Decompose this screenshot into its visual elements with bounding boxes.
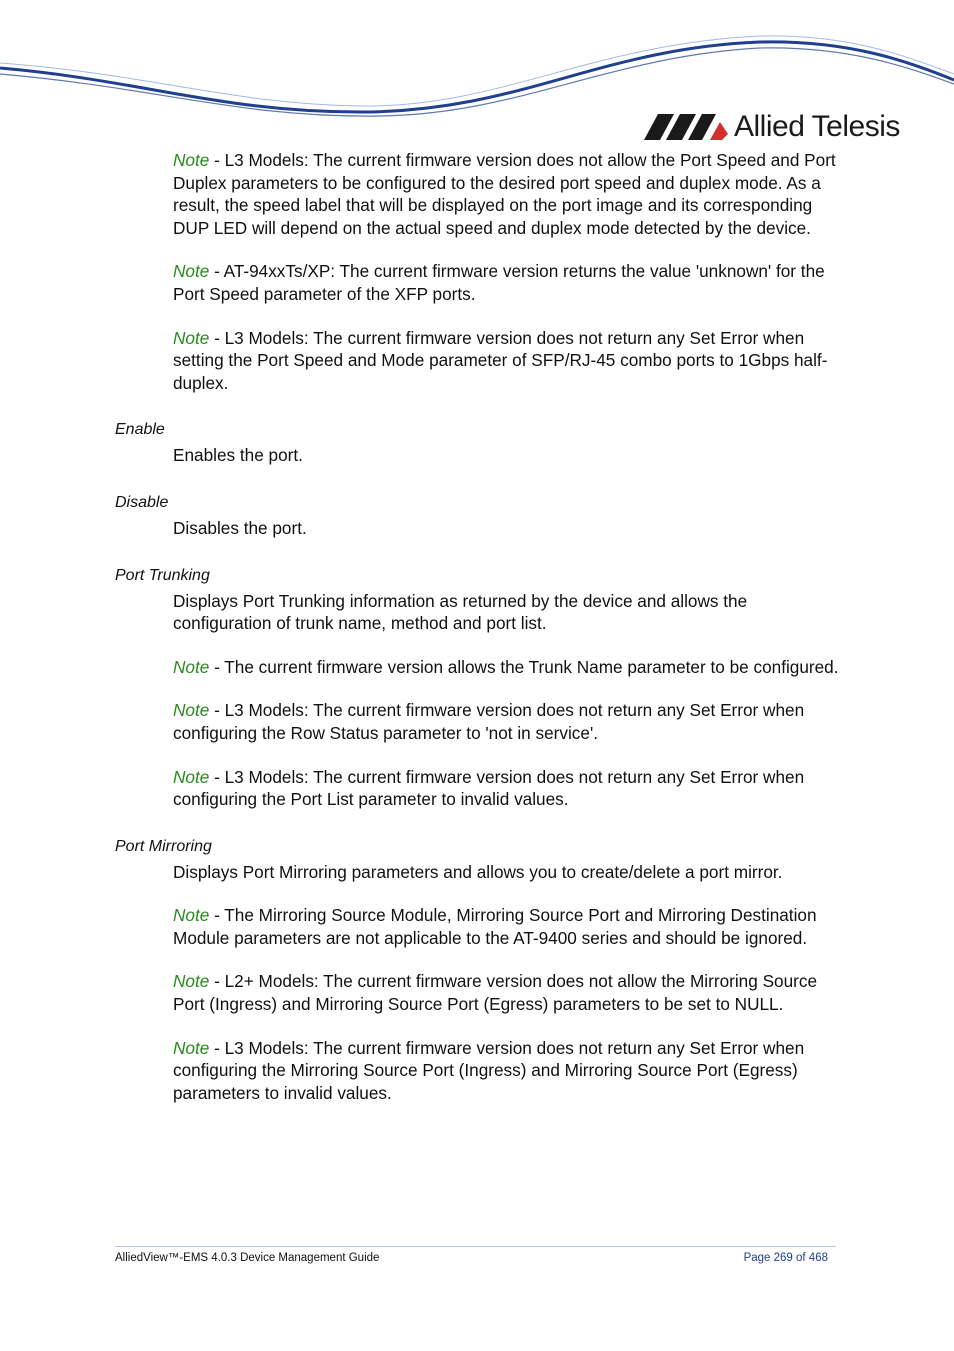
note-label: Note (173, 971, 210, 992)
note-label: Note (173, 150, 210, 170)
section-description: Displays Port Mirroring parameters and allows you to create/delete a port mirror. (173, 861, 783, 882)
section-title-port-trunking: Port Trunking (115, 566, 210, 584)
footer-guide-title: AlliedView™-EMS 4.0.3 Device Management Guide (115, 1252, 380, 1264)
note-text: - The Mirroring Source Module, Mirroring Source Port and Mirroring Destination Module parameters are not applicable to the AT-9400 series and should be ignored. (173, 905, 817, 948)
note-label: Note (173, 327, 210, 348)
note-paragraph (173, 699, 841, 744)
note-text: - AT-94xxTs/XP: The current firmware version returns the value 'unknown' for the Port Speed parameter of the XFP ports. (173, 261, 825, 304)
note-paragraph (173, 970, 841, 1015)
footer-divider (115, 1246, 836, 1247)
section-description: Disables the port. (173, 517, 307, 538)
note-text: - L3 Models: The current firmware version does not return any Set Error when configuring the Row Status parameter to 'not in service'. (173, 700, 805, 743)
note-paragraph (173, 149, 841, 239)
note-label: Note (173, 261, 210, 282)
note-text: - L3 Models: The current firmware version does not allow the Port Speed and Port Duplex parameters to be configured to the desired port speed and duplex mode. As a result, the speed label that will be displayed on the port image and its corresponding DUP LED will depend on the actual speed and duplex mode detected by the device. (173, 150, 836, 238)
note-label: Note (173, 1037, 210, 1058)
note-paragraph (173, 260, 841, 305)
section-title-enable: Enable (115, 421, 165, 439)
footer-page-number: Page 269 of 468 (743, 1252, 828, 1264)
brand-name: Allied Telesis (734, 110, 900, 143)
note-text: - The current firmware version allows the Trunk Name parameter to be configured. (209, 656, 839, 677)
note-label: Note (173, 656, 210, 677)
note-paragraph (173, 1037, 841, 1105)
note-paragraph (173, 766, 841, 811)
note-paragraph (173, 904, 841, 949)
note-text: - L3 Models: The current firmware version does not return any Set Error when setting the Port Speed and Mode parameter of SFP/RJ-45 combo ports to 1Gbps half-duplex. (173, 327, 828, 393)
note-text: - L2+ Models: The current firmware version does not allow the Mirroring Source Port (Ingress) and Mirroring Source Port (Egress) parameters to be set to NULL. (173, 971, 818, 1015)
note-label: Note (173, 700, 210, 721)
document-body (0, 149, 954, 1104)
note-paragraph (173, 327, 841, 395)
section-description: Enables the port. (173, 445, 303, 466)
note-label: Note (173, 905, 210, 926)
section-title-disable: Disable (115, 493, 169, 511)
note-paragraph (173, 656, 841, 679)
section-title-port-mirroring: Port Mirroring (115, 837, 212, 855)
note-label: Note (173, 766, 210, 787)
note-text: - L3 Models: The current firmware version does not return any Set Error when configuring the Port List parameter to invalid values. (173, 766, 805, 810)
allied-telesis-logo (644, 110, 900, 144)
section-description: Displays Port Trunking information as returned by the device and allows the configuration of trunk name, method and port list. (173, 590, 748, 634)
allied-telesis-logo-mark-icon (644, 114, 728, 140)
note-text: - L3 Models: The current firmware version does not return any Set Error when configuring the Mirroring Source Port (Ingress) and Mirroring Source Port (Egress) parameters to invalid values. (173, 1037, 805, 1103)
